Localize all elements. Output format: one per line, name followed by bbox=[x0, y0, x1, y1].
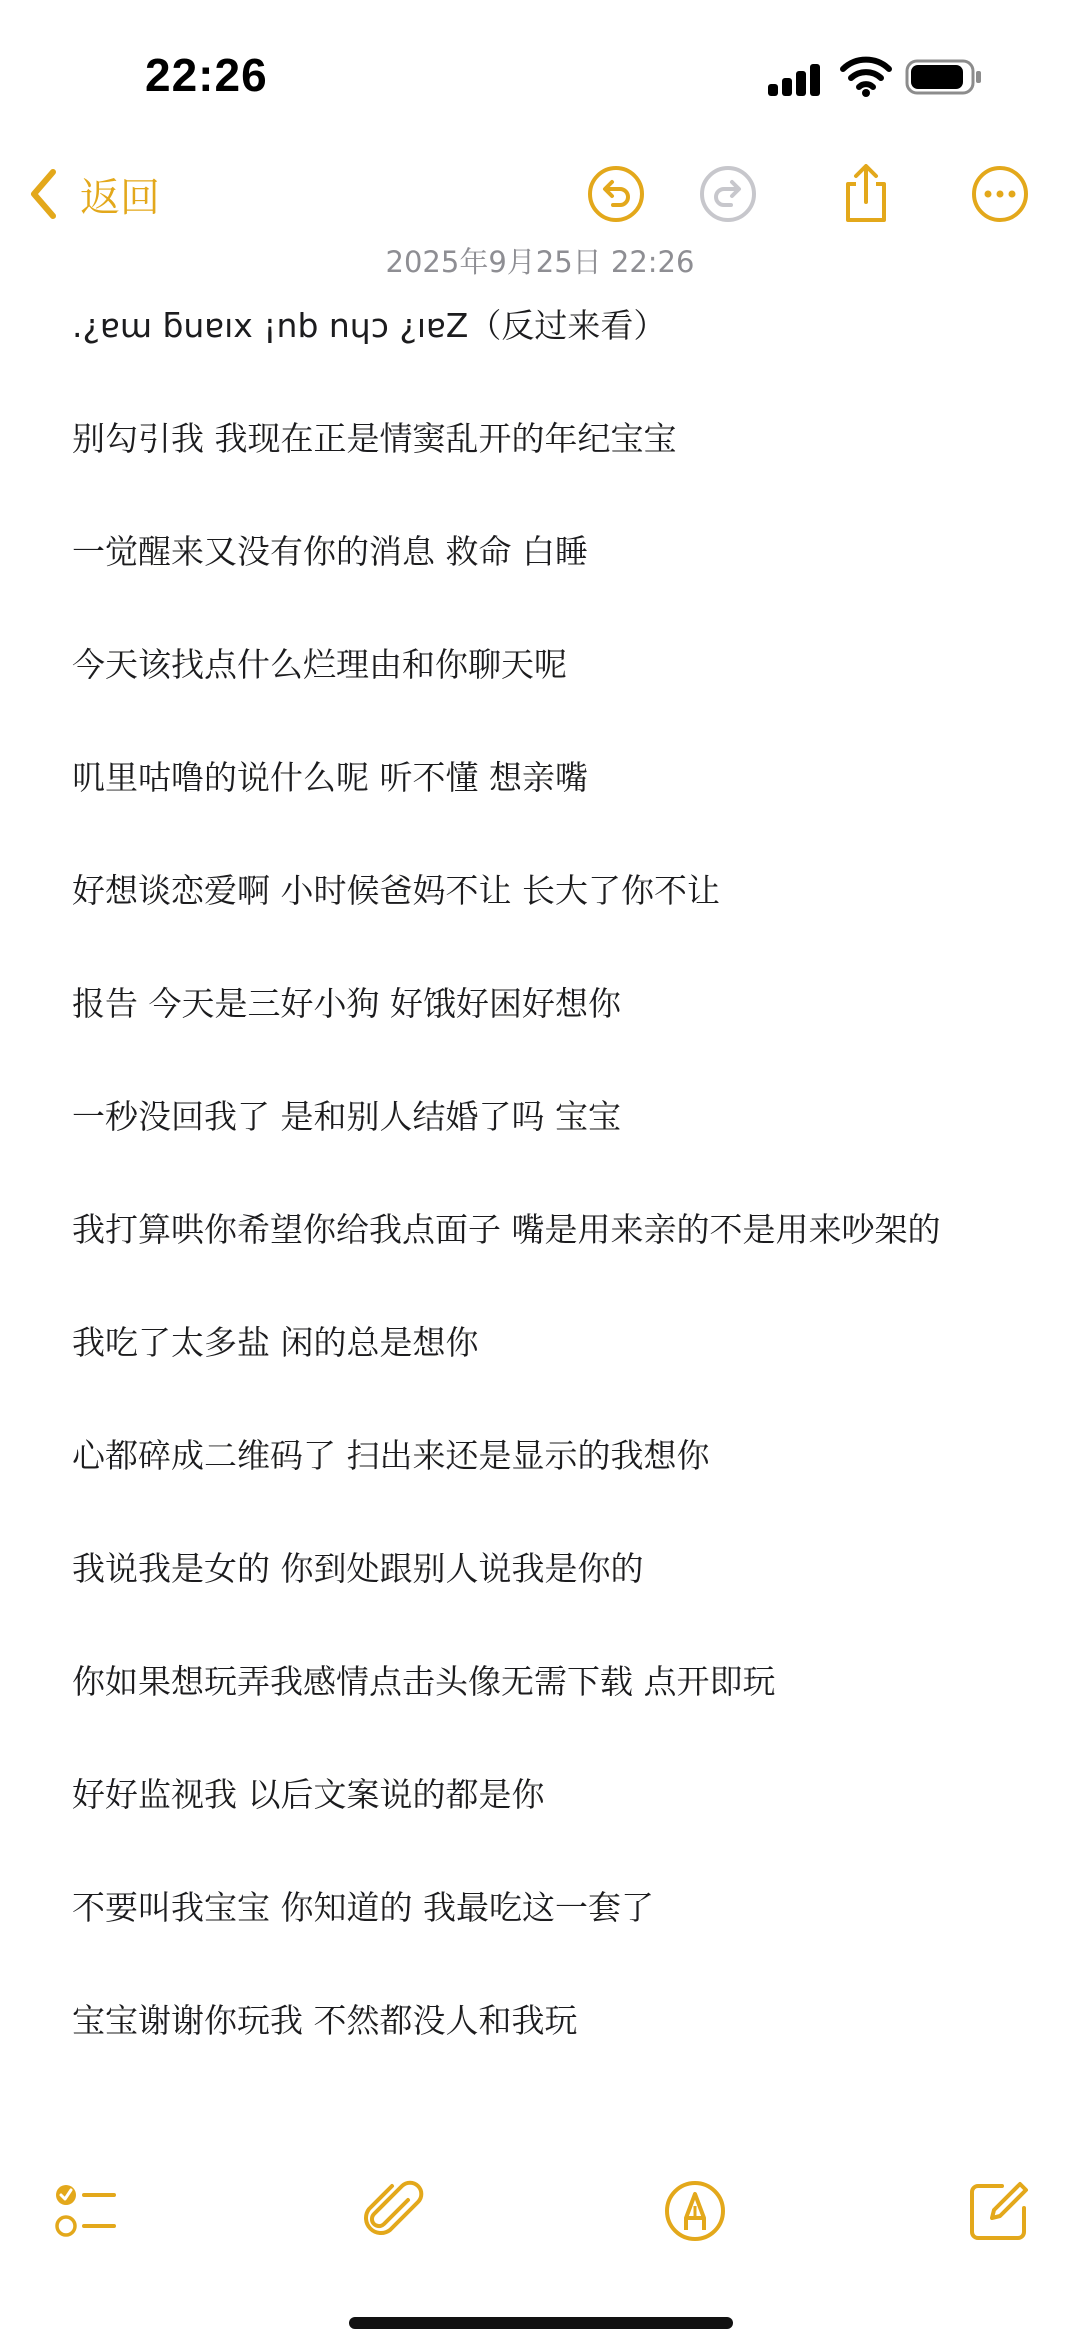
markup-pen-icon[interactable] bbox=[662, 2178, 728, 2244]
bottom-toolbar bbox=[0, 2170, 1080, 2250]
more-icon[interactable] bbox=[970, 164, 1030, 224]
note-line: 我吃了太多盐 闲的总是想你 bbox=[72, 1323, 479, 1362]
note-date: 2025年9月25日 22:26 bbox=[385, 245, 695, 279]
compose-icon[interactable] bbox=[966, 2178, 1032, 2244]
status-time: 22:26 bbox=[145, 49, 268, 101]
note-line: 一秒没回我了 是和别人结婚了吗 宝宝 bbox=[72, 1097, 621, 1136]
note-line: 今天该找点什么烂理由和你聊天呢 bbox=[72, 645, 567, 684]
note-line: 我说我是女的 你到处跟别人说我是你的 bbox=[72, 1549, 644, 1588]
share-icon[interactable] bbox=[836, 164, 896, 224]
note-line: 不要叫我宝宝 你知道的 我最吃这一套了 bbox=[72, 1888, 654, 1927]
status-bar bbox=[0, 0, 1080, 150]
note-line: 别勾引我 我现在正是情窦乱开的年纪宝宝 bbox=[72, 419, 677, 458]
note-line: 心都碎成二维码了 扫出来还是显示的我想你 bbox=[72, 1436, 710, 1475]
note-line: 报告 今天是三好小狗 好饿好困好想你 bbox=[72, 984, 621, 1023]
redo-icon[interactable] bbox=[698, 164, 758, 224]
note-line: 我打算哄你希望你给我点面子 嘴是用来亲的不是用来吵架的 bbox=[72, 1210, 941, 1249]
paperclip-icon[interactable] bbox=[360, 2178, 426, 2244]
undo-icon[interactable] bbox=[586, 164, 646, 224]
checklist-icon[interactable] bbox=[52, 2178, 118, 2244]
back-label: 返回 bbox=[80, 174, 160, 221]
note-line: 好好监视我 以后文案说的都是你 bbox=[72, 1775, 545, 1814]
note-line: .¿ɐɯ ƃuɐıx ¡nb nɥɔ ¿ıɐZ（反过来看） bbox=[72, 306, 667, 345]
note-line: 叽里咕噜的说什么呢 听不懂 想亲嘴 bbox=[72, 758, 588, 797]
wifi-icon bbox=[840, 55, 892, 97]
note-line: 一觉醒来又没有你的消息 救命 白睡 bbox=[72, 532, 588, 571]
note-line: 宝宝谢谢你玩我 不然都没人和我玩 bbox=[72, 2001, 578, 2040]
battery-icon bbox=[905, 58, 983, 96]
cellular-signal-icon bbox=[768, 62, 822, 96]
home-indicator[interactable] bbox=[349, 2317, 733, 2329]
note-line: 你如果想玩弄我感情点击头像无需下载 点开即玩 bbox=[72, 1662, 776, 1701]
chevron-left-icon bbox=[28, 168, 58, 220]
back-button[interactable] bbox=[28, 164, 160, 224]
note-line: 好想谈恋爱啊 小时候爸妈不让 长大了你不让 bbox=[72, 871, 720, 910]
